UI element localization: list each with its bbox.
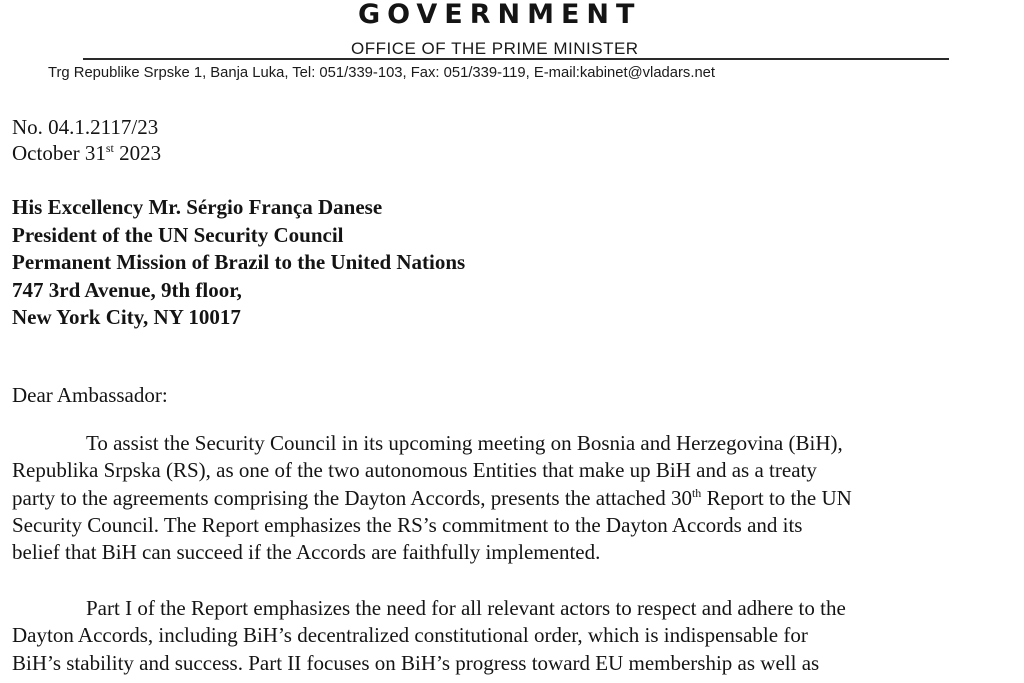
letter-date-year: 2023 bbox=[113, 141, 162, 165]
letter-date bbox=[12, 140, 161, 166]
paragraph-line-part: Report to the UN bbox=[701, 485, 852, 510]
body-paragraph-2 bbox=[12, 595, 846, 677]
paragraph-line: Dayton Accords, including BiH’s decentralized constitutional order, which is indispensable for bbox=[12, 623, 808, 648]
body-paragraph-1 bbox=[12, 430, 852, 566]
recipient-line: Permanent Mission of Brazil to the United Nations bbox=[12, 250, 466, 274]
recipient-line: 747 3rd Avenue, 9th floor, bbox=[12, 277, 242, 302]
paragraph-line: Security Council. The Report emphasizes the RS’s commitment to the Dayton Accords and its bbox=[12, 512, 803, 537]
paragraph-line: Republika Srpska (RS), as one of the two autonomous Entities that make up BiH and as a treaty bbox=[12, 458, 817, 483]
letterhead-rule bbox=[83, 58, 949, 60]
reference-number: No. 04.1.2117/23 bbox=[12, 115, 159, 139]
salutation: Dear Ambassador: bbox=[12, 383, 168, 407]
paragraph-line: belief that BiH can succeed if the Accords are faithfully implemented. bbox=[12, 540, 601, 565]
paragraph-line: BiH’s stability and success. Part II focuses on BiH’s progress toward EU membership as well as bbox=[12, 650, 820, 675]
recipient-line: New York City, NY 10017 bbox=[12, 305, 241, 329]
paragraph-line: Part I of the Report emphasizes the need for all relevant actors to respect and adhere to the bbox=[86, 596, 846, 620]
letterhead-contact-line: Trg Republike Srpske 1, Banja Luka, Tel: 051/339-103, Fax: 051/339-119, E-mail:kabinet@vladars.net bbox=[48, 65, 716, 81]
letterhead-title: GOVERNMENT bbox=[358, 0, 642, 30]
recipient-block bbox=[12, 194, 465, 332]
recipient-line: His Excellency Mr. Sérgio França Danese bbox=[12, 195, 383, 219]
paragraph-line-part: party to the agreements comprising the Dayton Accords, presents the attached 30 bbox=[12, 485, 692, 510]
paragraph-line bbox=[12, 485, 852, 512]
recipient-line: President of the UN Security Council bbox=[12, 222, 344, 247]
letterhead-office: OFFICE OF THE PRIME MINISTER bbox=[351, 39, 639, 58]
paragraph-line: To assist the Security Council in its upcoming meeting on Bosnia and Herzegovina (BiH), bbox=[86, 431, 843, 455]
reference-block bbox=[12, 114, 161, 166]
letter-date-suffix: st bbox=[105, 141, 114, 155]
letter-date-main: October 31 bbox=[12, 141, 106, 165]
ordinal-suffix: th bbox=[691, 485, 702, 500]
